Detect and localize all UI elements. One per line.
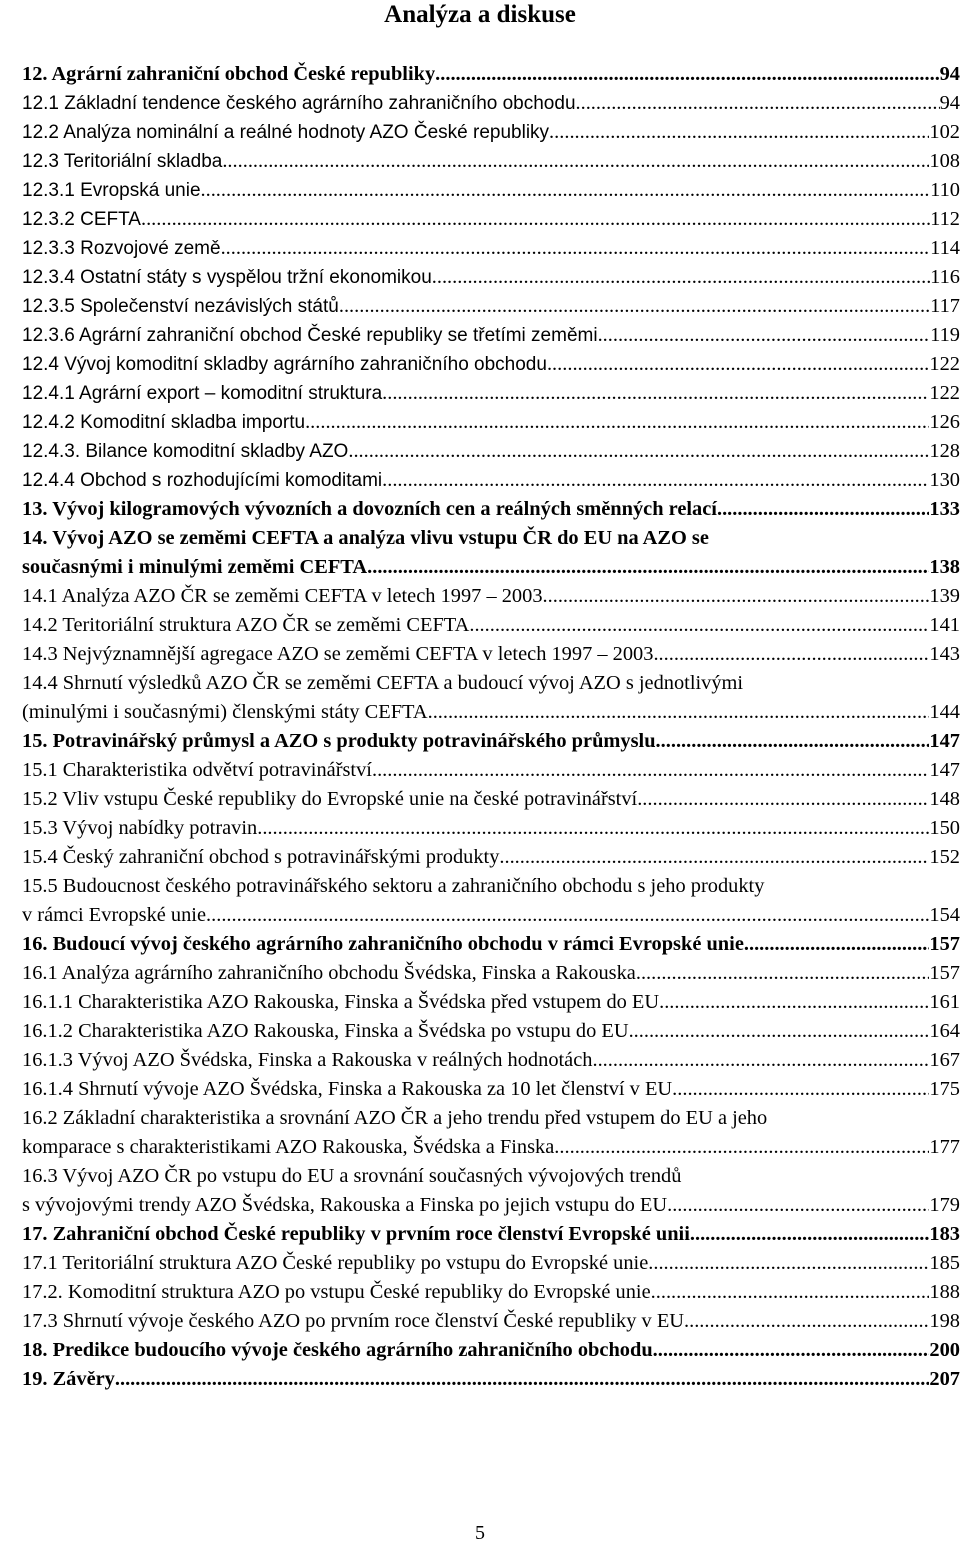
toc-entry-line	[22, 1162, 960, 1191]
toc-entry-title: 16.1.4 Shrnutí vývoje AZO Švédska, Finska a Rakouska za 10 let členství v EU	[22, 1078, 673, 1100]
toc-entry-line	[22, 698, 960, 727]
toc-leader-dots	[667, 1191, 929, 1220]
toc-entry-line	[22, 901, 960, 930]
toc-entry-title: 12.3.5 Společenství nezávislých států	[22, 296, 339, 317]
toc-leader-dots	[690, 1220, 930, 1249]
toc-entry[interactable]	[22, 1162, 960, 1220]
toc-entry[interactable]	[22, 466, 960, 495]
toc-page-number: 122	[929, 353, 960, 375]
toc-page-number: 164	[929, 1020, 960, 1042]
toc-entry[interactable]	[22, 640, 960, 669]
toc-entry-line	[22, 843, 960, 872]
toc-leader-dots	[372, 756, 929, 785]
toc-leader-dots	[717, 495, 929, 524]
toc-entry-line	[22, 437, 960, 466]
toc-page-number: 102	[929, 121, 960, 143]
toc-page-number: 200	[929, 1339, 960, 1361]
toc-leader-dots	[637, 785, 929, 814]
toc-page-number: 110	[930, 179, 960, 201]
toc-page-number: 161	[929, 991, 960, 1013]
toc-entry-title: 12.3.4 Ostatní státy s vyspělou tržní ekonomikou	[22, 267, 432, 288]
toc-entry[interactable]	[22, 669, 960, 727]
toc-leader-dots	[547, 350, 929, 379]
toc-entry-line	[22, 466, 960, 495]
toc-leader-dots	[499, 843, 929, 872]
toc-entry-title: 12.2 Analýza nominální a reálné hodnoty AZO České republiky	[22, 122, 550, 143]
toc-entry-title: 14.4 Shrnutí výsledků AZO ČR se zeměmi CEFTA a budoucí vývoj AZO s jednotlivými	[22, 672, 744, 694]
toc-entry-line	[22, 1046, 960, 1075]
toc-page-number: 141	[929, 614, 960, 636]
toc-entry-line	[22, 1017, 960, 1046]
toc-entry-title: 17.1 Teritoriální struktura AZO České republiky po vstupu do Evropské unie	[22, 1252, 649, 1274]
toc-entry-title: 12.3.2 CEFTA	[22, 209, 141, 230]
toc-entry-title: 14. Vývoj AZO se zeměmi CEFTA a analýza vlivu vstupu ČR do EU na AZO se	[22, 527, 709, 549]
toc-page-number: 144	[929, 701, 960, 723]
toc-entry[interactable]	[22, 495, 960, 524]
toc-entry-title: 12.4.3. Bilance komoditní skladby AZO	[22, 441, 349, 462]
toc-entry-line	[22, 495, 960, 524]
toc-leader-dots	[339, 292, 930, 321]
toc-page-number: 147	[929, 759, 960, 781]
toc-entry-title: 16.3 Vývoj AZO ČR po vstupu do EU a srovnání současných vývojových trendů	[22, 1165, 682, 1187]
toc-entry[interactable]	[22, 176, 960, 205]
toc-entry-line	[22, 1220, 960, 1249]
toc-entry-title: v rámci Evropské unie	[22, 904, 207, 926]
toc-entry-title: 16.1 Analýza agrárního zahraničního obchodu Švédska, Finska a Rakouska	[22, 962, 636, 984]
toc-leader-dots	[348, 437, 929, 466]
toc-leader-dots	[629, 1017, 930, 1046]
toc-page-number: 147	[929, 730, 960, 752]
toc-entry-title: 15.1 Charakteristika odvětví potravinářství	[22, 759, 372, 781]
toc-page-number: 188	[929, 1281, 960, 1303]
toc-entry-line	[22, 1133, 960, 1162]
toc-entry[interactable]	[22, 147, 960, 176]
toc-entry[interactable]	[22, 1278, 960, 1307]
toc-entry-title: 19. Závěry	[22, 1368, 115, 1390]
toc-entry-title: 15. Potravinářský průmysl a AZO s produkty potravinářského průmyslu	[22, 730, 656, 752]
toc-entry[interactable]	[22, 292, 960, 321]
toc-leader-dots	[576, 89, 940, 118]
toc-leader-dots	[659, 988, 929, 1017]
toc-page-number: 130	[929, 469, 960, 491]
toc-entry-line	[22, 147, 960, 176]
toc-entry-title: s vývojovými trendy AZO Švédska, Rakouska a Finska po jejich vstupu do EU	[22, 1194, 668, 1216]
toc-entry[interactable]	[22, 611, 960, 640]
toc-entry[interactable]	[22, 1336, 960, 1365]
toc-page-number: 133	[929, 498, 960, 520]
toc-leader-dots	[435, 60, 939, 89]
toc-entry-title: 16.1.2 Charakteristika AZO Rakouska, Finska a Švédska po vstupu do EU	[22, 1020, 629, 1042]
toc-entry[interactable]	[22, 785, 960, 814]
toc-page-number: 126	[929, 411, 960, 433]
toc-entry-line	[22, 379, 960, 408]
toc-entry-title: 16. Budoucí vývoj českého agrárního zahraničního obchodu v rámci Evropské unie	[22, 933, 744, 955]
toc-page-number: 154	[929, 904, 960, 926]
toc-entry-title: 12.4.1 Agrární export – komoditní struktura	[22, 383, 383, 404]
toc-leader-dots	[554, 1133, 929, 1162]
toc-leader-dots	[206, 901, 929, 930]
table-of-contents	[22, 60, 960, 1394]
toc-page-number: 122	[929, 382, 960, 404]
toc-entry-line	[22, 1191, 960, 1220]
toc-entry[interactable]	[22, 1104, 960, 1162]
toc-entry-title: 12.4.4 Obchod s rozhodujícími komoditami	[22, 470, 383, 491]
toc-page-number: 150	[929, 817, 960, 839]
toc-page-number: 157	[929, 933, 960, 955]
toc-entry-title: 12.3.1 Evropská unie	[22, 180, 201, 201]
toc-entry[interactable]	[22, 988, 960, 1017]
toc-page-number: 119	[930, 324, 960, 346]
toc-entry[interactable]	[22, 408, 960, 437]
toc-leader-dots	[684, 1307, 929, 1336]
toc-page-number: 183	[929, 1223, 960, 1245]
toc-entry-line	[22, 930, 960, 959]
toc-entry-title: 12.3 Teritoriální skladba	[22, 151, 223, 172]
toc-entry[interactable]	[22, 1017, 960, 1046]
toc-entry-title: 17. Zahraniční obchod České republiky v prvním roce členství Evropské unii	[22, 1223, 690, 1245]
page-heading: Analýza a diskuse	[384, 1, 576, 28]
toc-entry-title: 17.2. Komoditní struktura AZO po vstupu České republiky do Evropské unie	[22, 1281, 651, 1303]
toc-page-number: 167	[929, 1049, 960, 1071]
toc-entry[interactable]	[22, 1307, 960, 1336]
toc-page-number: 112	[930, 208, 960, 230]
toc-entry-title: 14.1 Analýza AZO ČR se zeměmi CEFTA v letech 1997 – 2003	[22, 585, 543, 607]
toc-entry[interactable]	[22, 814, 960, 843]
toc-leader-dots	[305, 408, 929, 437]
toc-page-number: 175	[929, 1078, 960, 1100]
toc-page-number: 108	[929, 150, 960, 172]
toc-entry[interactable]	[22, 930, 960, 959]
toc-entry-title: 12.1 Základní tendence českého agrárního zahraničního obchodu	[22, 93, 576, 114]
toc-entry[interactable]	[22, 1220, 960, 1249]
toc-entry-title: 17.3 Shrnutí vývoje českého AZO po prvním roce členství České republiky v EU	[22, 1310, 685, 1332]
toc-entry-title: 15.2 Vliv vstupu České republiky do Evropské unie na české potravinářství	[22, 788, 638, 810]
toc-page-number: 207	[929, 1368, 960, 1390]
toc-entry-title: 16.1.1 Charakteristika AZO Rakouska, Finska a Švédska před vstupem do EU	[22, 991, 660, 1013]
toc-entry-line	[22, 1365, 960, 1394]
toc-entry-title: 15.4 Český zahraniční obchod s potravinářskými produkty	[22, 846, 500, 868]
toc-page-number: 128	[929, 440, 960, 462]
toc-entry-line	[22, 727, 960, 756]
toc-leader-dots	[382, 466, 929, 495]
toc-entry-line	[22, 1249, 960, 1278]
toc-page-number: 179	[929, 1194, 960, 1216]
toc-page-number: 148	[929, 788, 960, 810]
toc-entry-line	[22, 1278, 960, 1307]
toc-entry[interactable]	[22, 524, 960, 582]
toc-leader-dots	[636, 959, 930, 988]
toc-leader-dots	[221, 234, 931, 263]
toc-entry-line	[22, 118, 960, 147]
toc-entry-line	[22, 1336, 960, 1365]
toc-page-number: 143	[929, 643, 960, 665]
toc-leader-dots	[432, 263, 930, 292]
toc-entry-line	[22, 1307, 960, 1336]
toc-leader-dots	[598, 321, 931, 350]
toc-entry-line	[22, 292, 960, 321]
toc-entry[interactable]	[22, 959, 960, 988]
toc-entry-line	[22, 582, 960, 611]
toc-leader-dots	[115, 1365, 930, 1394]
toc-leader-dots	[651, 1278, 930, 1307]
toc-entry-line	[22, 814, 960, 843]
toc-leader-dots	[653, 1336, 930, 1365]
toc-entry-title: komparace s charakteristikami AZO Rakouska, Švédska a Finska	[22, 1136, 555, 1158]
page-number: 5	[475, 1522, 485, 1544]
toc-entry-title: (minulými i současnými) členskými státy CEFTA	[22, 701, 428, 723]
toc-entry-title: 13. Vývoj kilogramových vývozních a dovozních cen a reálných směnných relací	[22, 498, 717, 520]
toc-page-number: 185	[929, 1252, 960, 1274]
toc-page-number: 94	[939, 63, 960, 85]
toc-entry[interactable]	[22, 1046, 960, 1075]
toc-entry-line	[22, 785, 960, 814]
toc-entry-line	[22, 234, 960, 263]
toc-entry-line	[22, 263, 960, 292]
toc-page-number: 116	[930, 266, 960, 288]
toc-leader-dots	[367, 553, 929, 582]
toc-entry[interactable]	[22, 350, 960, 379]
toc-entry[interactable]	[22, 263, 960, 292]
toc-page-number: 94	[939, 92, 960, 114]
toc-entry-line	[22, 669, 960, 698]
toc-leader-dots	[543, 582, 930, 611]
toc-entry-line	[22, 611, 960, 640]
toc-leader-dots	[469, 611, 929, 640]
toc-entry-line	[22, 640, 960, 669]
toc-page-number: 114	[930, 237, 960, 259]
toc-entry-line	[22, 959, 960, 988]
toc-entry[interactable]	[22, 205, 960, 234]
toc-leader-dots	[648, 1249, 929, 1278]
toc-entry-line	[22, 524, 960, 553]
toc-entry-line	[22, 321, 960, 350]
toc-leader-dots	[744, 930, 930, 959]
toc-entry-title: 12.3.6 Agrární zahraniční obchod České republiky se třetími zeměmi	[22, 325, 598, 346]
toc-entry-title: 12.4.2 Komoditní skladba importu	[22, 412, 306, 433]
toc-entry-title: 12.4 Vývoj komoditní skladby agrárního zahraničního obchodu	[22, 354, 547, 375]
toc-entry[interactable]	[22, 1249, 960, 1278]
toc-entry-line	[22, 408, 960, 437]
toc-entry[interactable]	[22, 379, 960, 408]
toc-leader-dots	[549, 118, 929, 147]
toc-entry-title: 18. Predikce budoucího vývoje českého agrárního zahraničního obchodu	[22, 1339, 653, 1361]
toc-leader-dots	[201, 176, 931, 205]
toc-page-number: 198	[929, 1310, 960, 1332]
toc-entry-line	[22, 1104, 960, 1133]
toc-page-number: 117	[930, 295, 960, 317]
toc-entry-line	[22, 756, 960, 785]
toc-page-number: 152	[929, 846, 960, 868]
toc-page-number: 177	[929, 1136, 960, 1158]
toc-entry[interactable]	[22, 582, 960, 611]
toc-leader-dots	[653, 640, 929, 669]
toc-entry[interactable]	[22, 843, 960, 872]
toc-entry-title: současnými i minulými zeměmi CEFTA	[22, 556, 368, 578]
toc-entry[interactable]	[22, 1075, 960, 1104]
toc-entry[interactable]	[22, 437, 960, 466]
toc-entry-line	[22, 60, 960, 89]
toc-leader-dots	[428, 698, 930, 727]
toc-entry-line	[22, 89, 960, 118]
toc-entry-title: 15.3 Vývoj nabídky potravin	[22, 817, 258, 839]
toc-entry[interactable]	[22, 756, 960, 785]
toc-entry-title: 16.2 Základní charakteristika a srovnání AZO ČR a jeho trendu před vstupem do EU a jeho	[22, 1107, 768, 1129]
toc-page-number: 139	[929, 585, 960, 607]
toc-leader-dots	[222, 147, 929, 176]
toc-entry[interactable]	[22, 1365, 960, 1394]
toc-entry-title: 16.1.3 Vývoj AZO Švédska, Finska a Rakouska v reálných hodnotách	[22, 1049, 593, 1071]
toc-entry-line	[22, 176, 960, 205]
toc-leader-dots	[257, 814, 929, 843]
toc-leader-dots	[672, 1075, 929, 1104]
toc-entry-line	[22, 205, 960, 234]
toc-leader-dots	[592, 1046, 929, 1075]
toc-page-number: 138	[929, 556, 960, 578]
toc-leader-dots	[382, 379, 929, 408]
toc-leader-dots	[656, 727, 930, 756]
toc-entry-line	[22, 988, 960, 1017]
toc-entry-line	[22, 1075, 960, 1104]
toc-entry-line	[22, 872, 960, 901]
toc-entry-line	[22, 553, 960, 582]
toc-entry-title: 12. Agrární zahraniční obchod České republiky	[22, 63, 436, 85]
toc-page-number: 157	[929, 962, 960, 984]
toc-entry[interactable]	[22, 60, 960, 89]
toc-entry-line	[22, 350, 960, 379]
toc-entry[interactable]	[22, 321, 960, 350]
toc-entry-title: 14.3 Nejvýznamnější agregace AZO se zeměmi CEFTA v letech 1997 – 2003	[22, 643, 654, 665]
toc-entry[interactable]	[22, 234, 960, 263]
toc-entry-title: 14.2 Teritoriální struktura AZO ČR se zeměmi CEFTA	[22, 614, 470, 636]
toc-entry[interactable]	[22, 89, 960, 118]
toc-entry[interactable]	[22, 872, 960, 930]
toc-leader-dots	[141, 205, 930, 234]
toc-entry-title: 15.5 Budoucnost českého potravinářského sektoru a zahraničního obchodu s jeho produkty	[22, 875, 765, 897]
toc-entry-title: 12.3.3 Rozvojové země	[22, 238, 221, 259]
toc-entry[interactable]	[22, 727, 960, 756]
toc-entry[interactable]	[22, 118, 960, 147]
